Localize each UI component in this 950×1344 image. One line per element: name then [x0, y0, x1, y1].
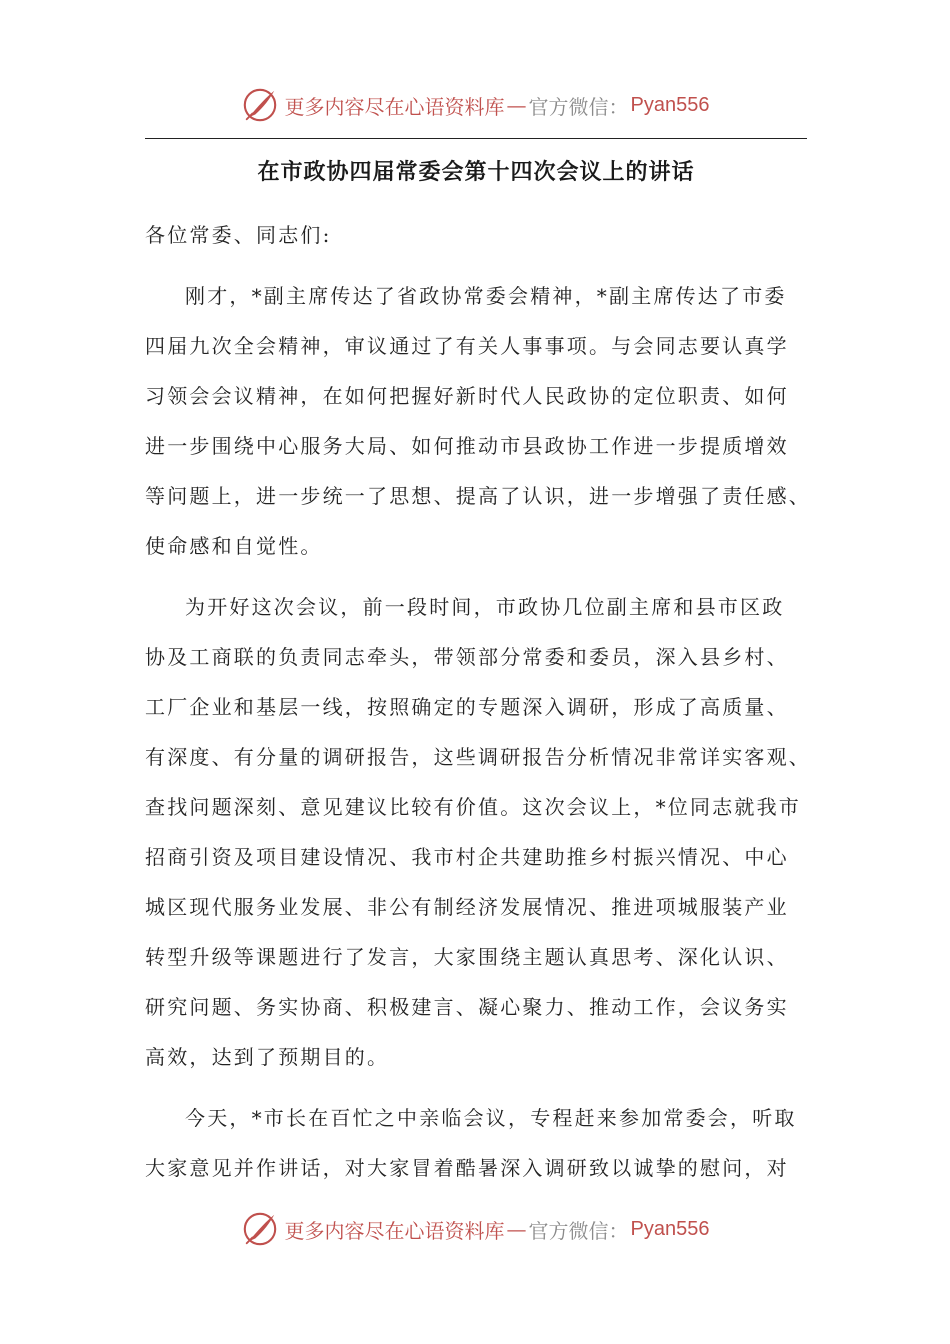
- paragraph-line: 使命感和自觉性。: [145, 534, 323, 558]
- banner-separator: —: [506, 93, 527, 117]
- banner-wechat-id: Pyan556: [630, 1217, 710, 1240]
- paragraph-line: 习领会会议精神，在如何把握好新时代人民政协的定位职责、如何: [145, 384, 789, 408]
- header-banner: [0, 82, 950, 128]
- paragraph-3: [145, 1093, 807, 1193]
- paragraph-line: 协及工商联的负责同志牵头，带领部分常委和委员，深入县乡村、: [145, 645, 789, 669]
- footer-banner: [0, 1206, 950, 1252]
- paragraph-line: 城区现代服务业发展、非公有制经济发展情况、推进项城服装产业: [145, 895, 789, 919]
- paragraph-line: 为开好这次会议，前一段时间，市政协几位副主席和县市区政: [185, 595, 785, 619]
- paragraph-line: 有深度、有分量的调研报告，这些调研报告分析情况非常详实客观、: [145, 745, 811, 769]
- paragraph-1: [145, 271, 811, 571]
- paragraph-line: 研究问题、务实协商、积极建言、凝心聚力、推动工作，会议务实: [145, 995, 789, 1019]
- paragraph-line: 大家意见并作讲话，对大家冒着酷暑深入调研致以诚挚的慰问，对: [145, 1156, 789, 1180]
- paragraph-line: 进一步围绕中心服务大局、如何推动市县政协工作进一步提质增效: [145, 434, 789, 458]
- paragraph-line: 高效，达到了预期目的。: [145, 1045, 390, 1069]
- paragraph-line: 招商引资及项目建设情况、我市村企共建助推乡村振兴情况、中心: [145, 845, 789, 869]
- document-body: [145, 210, 811, 1193]
- paragraph-line: 查找问题深刻、意见建议比较有价值。这次会议上，*位同志就我市: [145, 795, 801, 819]
- banner-separator: —: [506, 1217, 527, 1241]
- paragraph-line: 工厂企业和基层一线，按照确定的专题深入调研，形成了高质量、: [145, 695, 789, 719]
- document-title: 在市政协四届常委会第十四次会议上的讲话: [257, 159, 695, 185]
- banner-main-text: 更多内容尽在心语资料库: [284, 1218, 505, 1243]
- banner-wechat-id: Pyan556: [630, 93, 710, 116]
- paragraph-line: 四届九次全会精神，审议通过了有关人事事项。与会同志要认真学: [145, 334, 789, 358]
- paragraph-line: 转型升级等课题进行了发言，大家围绕主题认真思考、深化认识、: [145, 945, 789, 969]
- paragraph-2: [145, 582, 811, 1082]
- banner-main-text: 更多内容尽在心语资料库: [284, 94, 505, 119]
- salutation: 各位常委、同志们:: [145, 223, 332, 247]
- quill-pen-logo-icon: [241, 86, 279, 124]
- header-divider: [145, 138, 807, 139]
- banner-wechat-label: 官方微信：: [528, 94, 629, 119]
- paragraph-line: 今天，*市长在百忙之中亲临会议，专程赶来参加常委会，听取: [185, 1106, 797, 1130]
- banner-wechat-label: 官方微信：: [528, 1218, 629, 1243]
- quill-pen-logo-icon: [241, 1210, 279, 1248]
- paragraph-line: 刚才，*副主席传达了省政协常委会精神，*副主席传达了市委: [185, 284, 787, 308]
- paragraph-line: 等问题上，进一步统一了思想、提高了认识，进一步增强了责任感、: [145, 484, 811, 508]
